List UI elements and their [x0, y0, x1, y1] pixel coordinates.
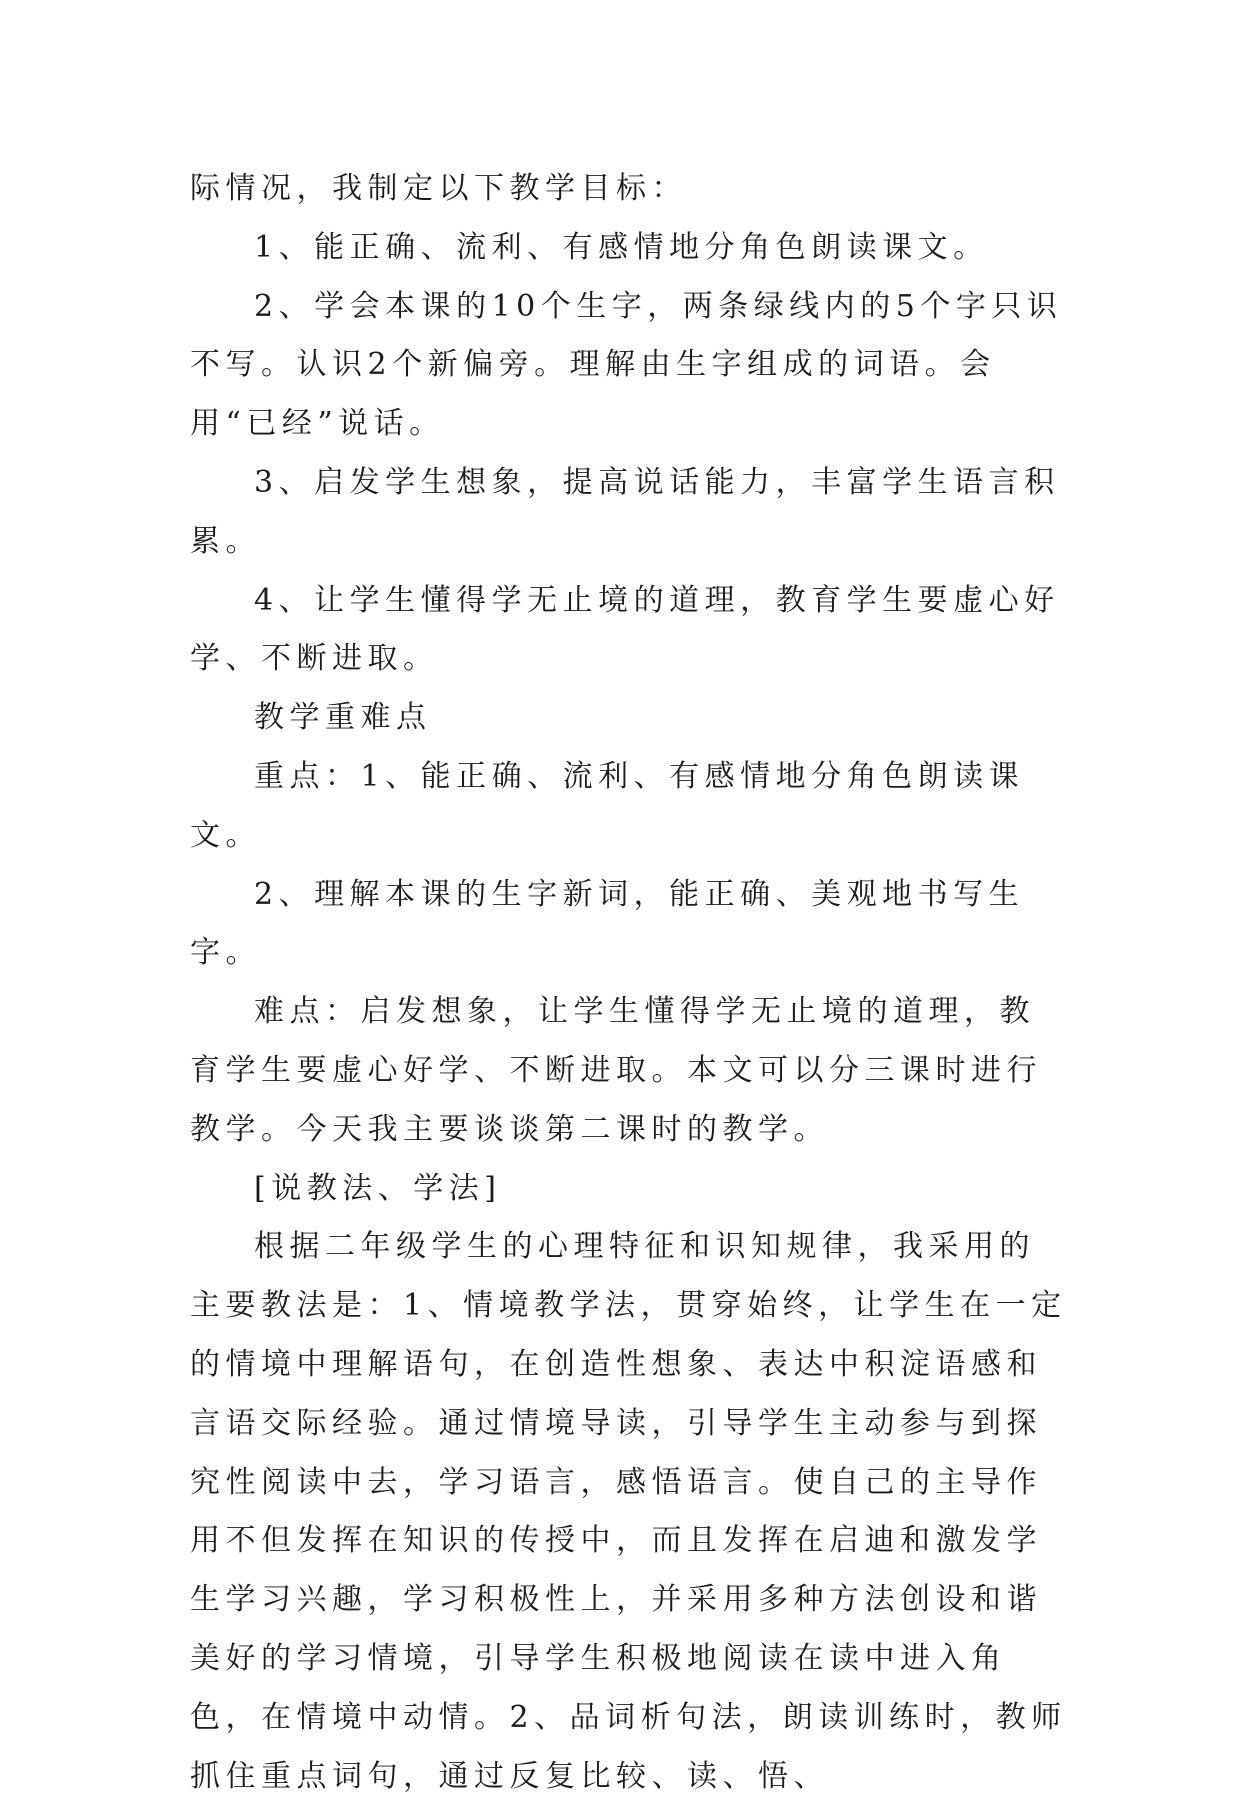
paragraph-key-point-2: 2、理解本课的生字新词，能正确、美观地书写生字。: [190, 876, 1025, 971]
paragraph-goal-4: 4、让学生懂得学无止境的道理，教育学生要虚心好学、不断进取。: [190, 582, 1060, 677]
paragraph-goals-intro: 际情况，我制定以下教学目标：: [190, 171, 687, 206]
paragraph-methods: 根据二年级学生的心理特征和识知规律，我采用的主要教法是：1、情境教学法，贯穿始终，让学生在一定的情境中理解语句，在创造性想象、表达中积淀语感和言语交际经验。通过情境导读，引导学生主动参与到探究性阅读中去，学习语言，感悟语言。使自己的主导作用不但发挥在知识的传授中，而且发挥在启迪和激发学生学习兴趣，学习积极性上，并采用多种方法创设和谐美好的学习情境，引导学生积极地阅读在读中进入角色，在情境中动情。2、品词析句法，朗读训练时，教师抓住重点词句，通过反复比较、读、悟、: [190, 1229, 1067, 1794]
paragraph-key-point-1: 重点：1、能正确、流利、有感情地分角色朗读课文。: [190, 758, 1025, 853]
section-heading-methods: [说教法、学法]: [254, 1170, 502, 1206]
section-heading-key-points: 教学重难点: [254, 700, 432, 736]
paragraph-difficulty: 难点：启发想象，让学生懂得学无止境的道理，教育学生要虚心好学、不断进取。本文可以分三课时进行教学。今天我主要谈谈第二课时的教学。: [190, 994, 1042, 1147]
paragraph-goal-1: 1、能正确、流利、有感情地分角色朗读课文。: [254, 229, 989, 265]
paragraph-goal-3: 3、启发学生想象，提高说话能力，丰富学生语言积累。: [190, 464, 1060, 559]
paragraph-goal-2: 2、学会本课的10个生字，两条绿线内的5个字只识不写。认识2个新偏旁。理解由生字组成的词语。会用“已经”说话。: [190, 288, 1063, 442]
document-body: [190, 160, 1070, 1806]
